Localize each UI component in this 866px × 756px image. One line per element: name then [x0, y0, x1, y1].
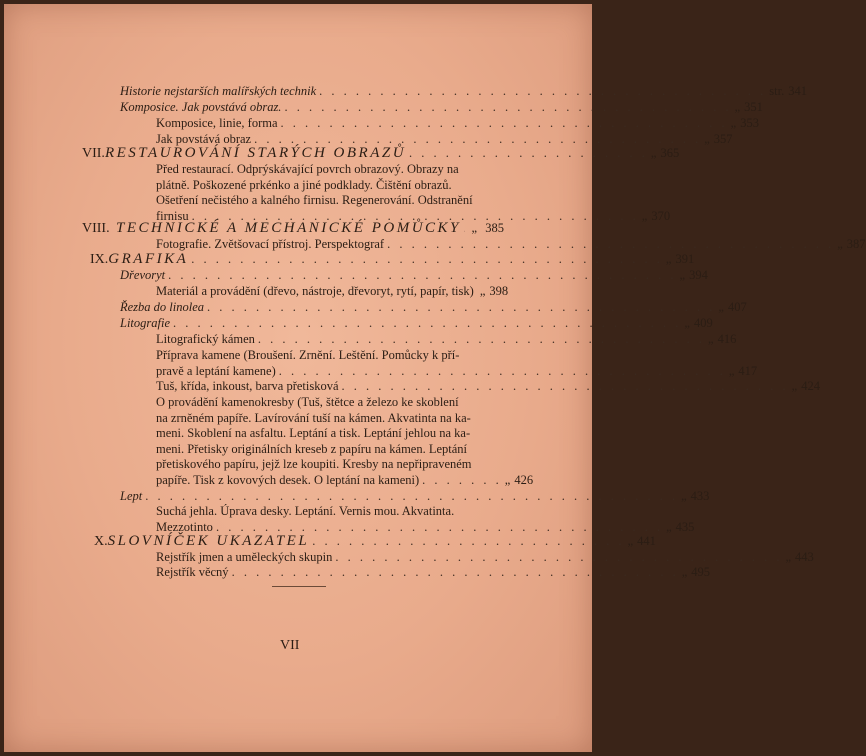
- entry-mark: „: [504, 473, 511, 487]
- toc-entry: [156, 284, 509, 299]
- entry-page: 365: [660, 146, 680, 160]
- entry-title: Fotografie. Zvětšovací přístroj. Perspektograf: [156, 237, 385, 251]
- entry-page: 391: [675, 252, 695, 266]
- entry-mark: „: [665, 252, 672, 266]
- divider-rule: [272, 586, 326, 587]
- toc-entry: firnisu . . . . . . . . . . . . . . . . . . . . . . . . . . . . . . . . . . . . . „ 370: [156, 209, 671, 223]
- entry-page: 426: [514, 473, 534, 487]
- toc-entry: Jak povstává obraz . . . . . . . . . . . . . . . . . . . . . . . . . . . . . . . . . . . . . „ 357: [156, 132, 733, 146]
- chapter-title: GRAFIKA: [108, 251, 189, 267]
- entry-page: 351: [744, 100, 763, 114]
- toc-entry: Komposice, linie, forma . . . . . . . . . . . . . . . . . . . . . . . . . . . . . . . . . . . . . „ 353: [156, 116, 759, 130]
- entry-page: 441: [637, 534, 656, 548]
- toc-entry: Rejstřík věcný . . . . . . . . . . . . . . . . . . . . . . . . . . . . . . . . . . . . . „ 495: [156, 565, 710, 579]
- chapter-number: VII.: [82, 146, 105, 161]
- chapter-title: RESTAUROVÁNÍ STARÝCH OBRAZŮ: [104, 145, 407, 161]
- entry-page: 341: [788, 84, 807, 98]
- toc-entry: Litografie . . . . . . . . . . . . . . . . . . . . . . . . . . . . . . . . . . . . . . . . . . „ 409: [120, 316, 713, 330]
- description-line: meni. Přetisky originálních kreseb z papíru na kámen. Leptání: [156, 441, 468, 456]
- entry-mark: „: [728, 364, 735, 378]
- entry-mark: „: [627, 534, 634, 548]
- entry-title: firnisu: [156, 209, 189, 223]
- description-line: Suchá jehla. Úprava desky. Leptání. Vernis mou. Akvatinta.: [156, 504, 455, 518]
- toc-chapter: X. SLOVNÍČEK UKAZATEL . . . . . . . . . . . . . . . . . . . . . . . . . . „ 441: [94, 533, 656, 549]
- entry-mark: „: [479, 284, 486, 298]
- entry-mark: „: [641, 209, 648, 223]
- description-line: O provádění kamenokresby (Tuš, štětce a železo ke skoblení: [156, 395, 459, 409]
- entry-title: Jak povstává obraz: [156, 132, 252, 146]
- chapter-number: X.: [94, 534, 108, 549]
- toc-entry: Komposice. Jak povstává obraz. . . . . . . . . . . . . . . . . . . . . . . . . . . . . . . . . . . . . . „ 351: [120, 100, 763, 114]
- entry-page: 385: [485, 221, 504, 235]
- description-line: na zrněném papíře. Lavírování tuší na kámen. Akvatinta na ka-: [156, 410, 471, 425]
- description-line: Příprava kamene (Broušení. Zrnění. Leštění. Pomůcky k pří-: [156, 348, 460, 362]
- entry-mark: str.: [769, 84, 785, 98]
- toc-entry: Historie nejstarších malířských technik . . . . . . . . . . . . . . . . . . . . . . . . . . . . . . . . . . . . . str. 341: [120, 84, 807, 98]
- entry-title: Komposice. Jak povstává obraz.: [120, 100, 282, 114]
- entry-page: 495: [691, 565, 710, 579]
- description-line: Ošetření nečistého a kalného firnisu. Regenerování. Odstranění: [156, 193, 473, 208]
- entry-page: 417: [738, 364, 758, 378]
- entry-mark: „: [837, 237, 843, 251]
- entry-mark: „: [679, 268, 686, 282]
- entry-title: Historie nejstarších malířských technik: [120, 84, 317, 98]
- entry-title: papíře. Tisk z kovových desek. O leptání na kameni): [156, 473, 420, 487]
- description-line: Před restaurací. Odprýskávající povrch obrazový. Obrazy na: [156, 162, 459, 176]
- entry-title: Rejstřík věcný: [156, 565, 229, 579]
- entry-mark: „: [471, 221, 478, 235]
- toc-chapter: VII. RESTAUROVÁNÍ STARÝCH OBRAZŮ . . . . . . . . . . . . . . . . . . . . „ 365: [82, 145, 680, 161]
- description-line: meni. Skoblení na asfaltu. Leptání a tisk. Leptání jehlou na ka-: [156, 426, 471, 441]
- entry-title: Řezba do linolea: [120, 300, 205, 314]
- toc-entry: Dřevoryt . . . . . . . . . . . . . . . . . . . . . . . . . . . . . . . . . . . . . . . . . . „ 394: [120, 268, 708, 282]
- entry-title: Litografický kámen: [156, 332, 255, 346]
- entry-title: Rejstřík jmen a uměleckých skupin: [156, 550, 333, 564]
- toc-entry: papíře. Tisk z kovových desek. O leptání na kameni) . . . . . . . „ 426: [156, 473, 534, 487]
- entry-description: [156, 504, 454, 520]
- book-page: [4, 4, 866, 752]
- description-line: plátně. Poškozené prkénko a jiné podklady. Čištění obrazů.: [156, 177, 452, 192]
- chapter-title: SLOVNÍČEK UKAZATEL: [107, 533, 310, 549]
- entry-page: 416: [717, 332, 737, 346]
- entry-title: Lept: [120, 489, 143, 503]
- chapter-title: TECHNICKÉ A MECHANICKÉ POMŮCKY: [116, 220, 461, 236]
- entry-mark: „: [650, 146, 657, 160]
- entry-page: 387: [846, 237, 866, 251]
- entry-mark: „: [681, 565, 688, 579]
- toc-entry: Litografický kámen . . . . . . . . . . . . . . . . . . . . . . . . . . . . . . . . . . . . . „ 416: [156, 332, 737, 346]
- entry-page: 394: [689, 268, 708, 282]
- toc-entry: Lept . . . . . . . . . . . . . . . . . . . . . . . . . . . . . . . . . . . . . . . . . . . . „ 433: [120, 489, 710, 503]
- entry-mark: „: [666, 520, 672, 534]
- entry-page: 409: [693, 316, 713, 330]
- entry-page: 370: [651, 209, 671, 223]
- chapter-description: [156, 162, 473, 209]
- entry-mark: „: [791, 379, 798, 393]
- entry-title: pravě a leptání kamene): [156, 364, 276, 378]
- entry-mark: „: [708, 332, 714, 346]
- toc-entry: Fotografie. Zvětšovací přístroj. Perspektograf . . . . . . . . . . . . . . . . . . . . . . . . . . . . . . . . . . . . . „ 387: [156, 237, 866, 251]
- table-of-contents: [4, 4, 866, 752]
- entry-page: 357: [713, 132, 733, 146]
- toc-entry: Rejstřík jmen a uměleckých skupin . . . . . . . . . . . . . . . . . . . . . . . . . . . . . . . . . . . . . „ 443: [156, 550, 814, 564]
- entry-page: 353: [740, 116, 759, 130]
- entry-title: Tuš, křída, inkoust, barva přetisková: [156, 379, 339, 393]
- entry-page: 398: [489, 284, 509, 298]
- entry-page: 435: [675, 520, 695, 534]
- entry-mark: „: [730, 116, 737, 130]
- entry-page: 433: [690, 489, 710, 503]
- entry-mark: „: [681, 489, 687, 503]
- entry-page: 424: [801, 379, 820, 393]
- entry-mark: „: [684, 316, 690, 330]
- entry-title: Materiál a provádění (dřevo, nástroje, dřevoryt, rytí, papír, tisk): [156, 284, 474, 298]
- entry-page: 407: [727, 300, 747, 314]
- toc-chapter: IX. GRAFIKA . . . . . . . . . . . . . . . . . . . . . . . . . . . . . . . . . . . . . . . „ 391: [90, 251, 695, 267]
- entry-mark: „: [704, 132, 710, 146]
- entry-description: [156, 348, 459, 364]
- chapter-number: VIII.: [82, 221, 110, 236]
- chapter-number: IX.: [90, 252, 109, 267]
- entry-description: [156, 395, 472, 473]
- entry-page: 443: [795, 550, 814, 564]
- entry-title: Dřevoryt: [120, 268, 166, 282]
- toc-chapter: [82, 221, 504, 236]
- entry-title: Komposice, linie, forma: [156, 116, 278, 130]
- page-number: VII: [280, 638, 300, 653]
- entry-mark: „: [734, 100, 741, 114]
- entry-mark: „: [785, 550, 792, 564]
- toc-entry: Mezzotinto . . . . . . . . . . . . . . . . . . . . . . . . . . . . . . . . . . . . . „ 435: [156, 520, 695, 534]
- toc-entry: Řezba do linolea . . . . . . . . . . . . . . . . . . . . . . . . . . . . . . . . . . . . . . . . . . „ 407: [120, 300, 747, 314]
- entry-title: Litografie: [120, 316, 171, 330]
- entry-title: Mezzotinto: [156, 520, 213, 534]
- description-line: přetiskového papíru, jejž lze koupiti. Kresby na nepřipraveném: [156, 457, 472, 472]
- toc-entry: pravě a leptání kamene) . . . . . . . . . . . . . . . . . . . . . . . . . . . . . . . . . . . . . „ 417: [156, 364, 758, 378]
- entry-mark: „: [718, 300, 724, 314]
- toc-entry: Tuš, křída, inkoust, barva přetisková . . . . . . . . . . . . . . . . . . . . . . . . . . . . . . . . . . . . . „ 424: [156, 379, 820, 393]
